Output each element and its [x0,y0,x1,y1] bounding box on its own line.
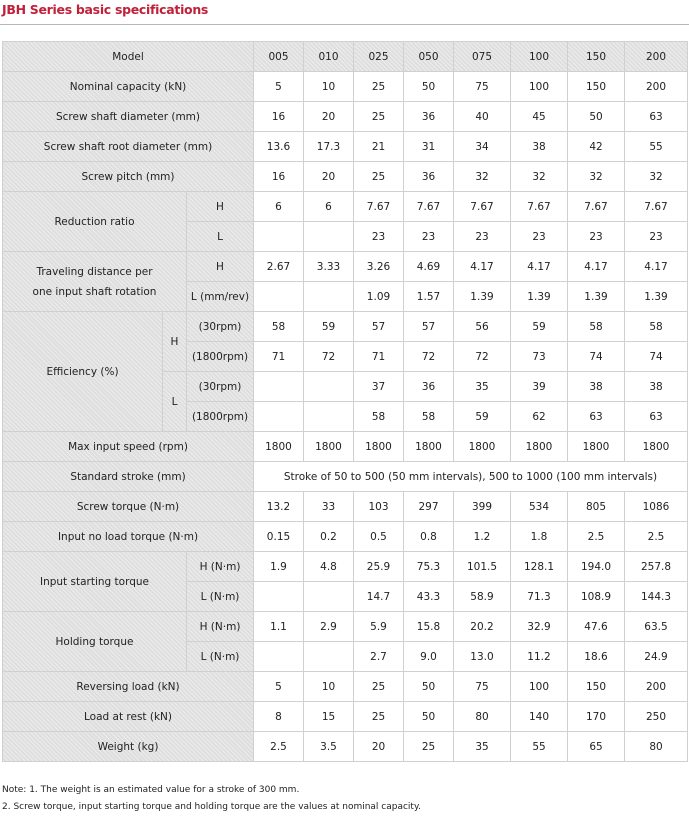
value-cell: 1.9 [254,552,304,582]
value-cell: 7.67 [404,192,454,222]
value-cell: 4.69 [404,252,454,282]
row-label: Input no load torque (N·m) [3,522,254,552]
value-cell: 20 [304,102,354,132]
value-cell: 63.5 [625,612,688,642]
value-cell: 73 [511,342,568,372]
row-label: Standard stroke (mm) [3,462,254,492]
value-cell: 55 [625,132,688,162]
value-cell: 35 [454,372,511,402]
value-cell: 4.8 [304,552,354,582]
value-cell: 17.3 [304,132,354,162]
reversing-load-row [3,672,688,702]
value-cell: 37 [354,372,404,402]
screw-shaft-diameter-row [3,102,688,132]
page-title: JBH Series basic specifications [2,2,209,17]
model-column-header: 100 [511,42,568,72]
value-cell: 45 [511,102,568,132]
value-cell: 1800 [454,432,511,462]
sub-label: H [187,252,254,282]
value-cell: 25 [354,672,404,702]
value-cell: 100 [511,72,568,102]
value-cell: 250 [625,702,688,732]
value-cell: 20 [354,732,404,762]
value-cell: 1800 [568,432,625,462]
rpm-label: (1800rpm) [187,402,254,432]
value-cell: 62 [511,402,568,432]
model-column-header: 010 [304,42,354,72]
value-cell: 2.9 [304,612,354,642]
value-cell: 3.5 [304,732,354,762]
value-cell: 7.67 [454,192,511,222]
value-cell: 1800 [511,432,568,462]
standard-stroke-row [3,462,688,492]
value-cell: 71 [354,342,404,372]
input-no-load-torque-row [3,522,688,552]
value-cell: 1800 [625,432,688,462]
value-cell: 15 [304,702,354,732]
model-column-header: 075 [454,42,511,72]
value-cell: 1.39 [625,282,688,312]
value-cell: 75 [454,672,511,702]
value-cell: 59 [304,312,354,342]
value-cell: 74 [625,342,688,372]
value-cell: 32 [568,162,625,192]
holding-torque-h-row [3,612,688,642]
value-cell: 15.8 [404,612,454,642]
value-cell: 72 [304,342,354,372]
value-cell [254,582,304,612]
value-cell: 1.39 [511,282,568,312]
value-cell: 36 [404,162,454,192]
value-cell: 33 [304,492,354,522]
value-cell: 36 [404,372,454,402]
value-cell: 103 [354,492,404,522]
value-cell: 63 [568,402,625,432]
value-cell: 24.9 [625,642,688,672]
value-cell [304,282,354,312]
value-cell: 200 [625,672,688,702]
value-cell: 55 [511,732,568,762]
value-cell: 4.17 [625,252,688,282]
value-cell [304,642,354,672]
value-cell: 14.7 [354,582,404,612]
row-label: Efficiency (%) [3,312,163,432]
value-cell: 534 [511,492,568,522]
value-cell: 10 [304,72,354,102]
sub-label: L [163,372,187,432]
row-label [3,252,187,312]
model-header: Model [3,42,254,72]
rpm-label: (30rpm) [187,312,254,342]
value-cell: 2.5 [568,522,625,552]
value-cell: 23 [404,222,454,252]
value-cell: 16 [254,102,304,132]
value-cell: 144.3 [625,582,688,612]
value-cell: 1.1 [254,612,304,642]
value-cell: 150 [568,672,625,702]
value-cell: 58.9 [454,582,511,612]
load-at-rest-row [3,702,688,732]
value-cell: 2.7 [354,642,404,672]
row-label: Nominal capacity (kN) [3,72,254,102]
value-cell: 0.5 [354,522,404,552]
value-cell: 63 [625,102,688,132]
max-input-speed-row [3,432,688,462]
value-cell: 58 [568,312,625,342]
row-label: Screw torque (N·m) [3,492,254,522]
value-cell: 7.67 [511,192,568,222]
row-label-line: Traveling distance per [36,265,153,278]
value-cell: 7.67 [625,192,688,222]
value-cell: 65 [568,732,625,762]
sub-label: L (N·m) [187,642,254,672]
screw-shaft-root-diameter-row [3,132,688,162]
row-label: Weight (kg) [3,732,254,762]
value-cell: 32 [625,162,688,192]
value-cell: 21 [354,132,404,162]
value-cell: 25 [404,732,454,762]
value-cell: 399 [454,492,511,522]
value-cell: 34 [454,132,511,162]
value-cell: 1800 [354,432,404,462]
value-cell: 59 [454,402,511,432]
value-cell: 100 [511,672,568,702]
value-cell: 7.67 [568,192,625,222]
sub-label: L (N·m) [187,582,254,612]
value-cell: 0.8 [404,522,454,552]
value-cell: 58 [254,312,304,342]
value-cell: 32.9 [511,612,568,642]
value-cell: 2.67 [254,252,304,282]
value-cell [254,282,304,312]
row-label: Input starting torque [3,552,187,612]
weight-row [3,732,688,762]
value-cell: 50 [568,102,625,132]
value-cell: 38 [511,132,568,162]
value-cell: 0.15 [254,522,304,552]
value-cell: 25.9 [354,552,404,582]
value-cell: 23 [511,222,568,252]
value-cell: 38 [625,372,688,402]
value-cell: 72 [404,342,454,372]
value-cell [254,402,304,432]
value-cell: 71.3 [511,582,568,612]
row-label: Screw shaft root diameter (mm) [3,132,254,162]
specifications-table [2,41,688,762]
note-2: 2. Screw torque, input starting torque and holding torque are the values at nominal capacity. [2,802,421,812]
value-cell: 6 [304,192,354,222]
value-cell: Stroke of 50 to 500 (50 mm intervals), 500 to 1000 (100 mm intervals) [254,462,688,492]
screw-torque-row [3,492,688,522]
value-cell: 31 [404,132,454,162]
value-cell: 23 [354,222,404,252]
row-label-line: one input shaft rotation [32,285,157,298]
value-cell: 4.17 [511,252,568,282]
value-cell: 23 [568,222,625,252]
footnotes [2,782,421,816]
value-cell: 7.67 [354,192,404,222]
value-cell: 40 [454,102,511,132]
sub-label: L [187,222,254,252]
title-divider [0,24,689,25]
value-cell: 257.8 [625,552,688,582]
model-column-header: 005 [254,42,304,72]
value-cell: 6 [254,192,304,222]
value-cell: 56 [454,312,511,342]
value-cell: 13.0 [454,642,511,672]
value-cell: 1.8 [511,522,568,552]
value-cell: 1.39 [568,282,625,312]
value-cell: 9.0 [404,642,454,672]
value-cell [254,222,304,252]
value-cell: 128.1 [511,552,568,582]
note-1: Note: 1. The weight is an estimated value for a stroke of 300 mm. [2,785,300,795]
value-cell: 50 [404,702,454,732]
value-cell [304,222,354,252]
value-cell: 150 [568,72,625,102]
value-cell: 13.2 [254,492,304,522]
value-cell: 42 [568,132,625,162]
value-cell: 5.9 [354,612,404,642]
value-cell: 5 [254,72,304,102]
row-label: Load at rest (kN) [3,702,254,732]
value-cell: 2.5 [254,732,304,762]
value-cell: 58 [404,402,454,432]
value-cell: 20.2 [454,612,511,642]
value-cell: 16 [254,162,304,192]
sub-label: H [163,312,187,372]
value-cell: 74 [568,342,625,372]
sub-label: L (mm/rev) [187,282,254,312]
value-cell: 63 [625,402,688,432]
value-cell: 18.6 [568,642,625,672]
value-cell: 50 [404,72,454,102]
value-cell: 39 [511,372,568,402]
value-cell: 13.6 [254,132,304,162]
value-cell: 140 [511,702,568,732]
model-column-header: 050 [404,42,454,72]
value-cell: 58 [625,312,688,342]
value-cell: 4.17 [454,252,511,282]
rpm-label: (30rpm) [187,372,254,402]
value-cell: 57 [354,312,404,342]
traveling-distance-h-row [3,252,688,282]
value-cell: 11.2 [511,642,568,672]
sub-label: H (N·m) [187,552,254,582]
model-column-header: 200 [625,42,688,72]
row-label: Max input speed (rpm) [3,432,254,462]
efficiency-h30-row [3,312,688,342]
model-column-header: 150 [568,42,625,72]
value-cell: 72 [454,342,511,372]
row-label: Reduction ratio [3,192,187,252]
value-cell: 2.5 [625,522,688,552]
reduction-ratio-h-row [3,192,688,222]
value-cell: 25 [354,702,404,732]
value-cell: 57 [404,312,454,342]
value-cell: 5 [254,672,304,702]
value-cell: 1.57 [404,282,454,312]
value-cell: 20 [304,162,354,192]
value-cell: 297 [404,492,454,522]
value-cell: 1.39 [454,282,511,312]
value-cell: 59 [511,312,568,342]
value-cell: 23 [454,222,511,252]
value-cell: 1800 [254,432,304,462]
value-cell [254,642,304,672]
value-cell: 1800 [404,432,454,462]
value-cell: 1086 [625,492,688,522]
row-label: Holding torque [3,612,187,672]
screw-pitch-row [3,162,688,192]
value-cell: 4.17 [568,252,625,282]
value-cell: 101.5 [454,552,511,582]
row-label: Screw pitch (mm) [3,162,254,192]
nominal-capacity-row [3,72,688,102]
value-cell: 80 [454,702,511,732]
value-cell [304,582,354,612]
value-cell: 75.3 [404,552,454,582]
value-cell: 3.33 [304,252,354,282]
model-column-header: 025 [354,42,404,72]
value-cell: 3.26 [354,252,404,282]
value-cell: 35 [454,732,511,762]
value-cell: 58 [354,402,404,432]
value-cell: 805 [568,492,625,522]
value-cell: 1.09 [354,282,404,312]
sub-label: H [187,192,254,222]
value-cell [304,402,354,432]
value-cell: 1.2 [454,522,511,552]
value-cell: 194.0 [568,552,625,582]
value-cell [304,372,354,402]
row-label: Reversing load (kN) [3,672,254,702]
value-cell: 0.2 [304,522,354,552]
value-cell: 47.6 [568,612,625,642]
value-cell: 71 [254,342,304,372]
value-cell: 200 [625,72,688,102]
row-label: Screw shaft diameter (mm) [3,102,254,132]
value-cell: 1800 [304,432,354,462]
value-cell: 32 [454,162,511,192]
header-row [3,42,688,72]
value-cell: 50 [404,672,454,702]
value-cell: 10 [304,672,354,702]
value-cell: 23 [625,222,688,252]
value-cell: 43.3 [404,582,454,612]
rpm-label: (1800rpm) [187,342,254,372]
value-cell [254,372,304,402]
value-cell: 80 [625,732,688,762]
sub-label: H (N·m) [187,612,254,642]
value-cell: 25 [354,72,404,102]
value-cell: 25 [354,162,404,192]
value-cell: 75 [454,72,511,102]
value-cell: 8 [254,702,304,732]
input-starting-torque-h-row [3,552,688,582]
value-cell: 170 [568,702,625,732]
value-cell: 25 [354,102,404,132]
value-cell: 108.9 [568,582,625,612]
value-cell: 38 [568,372,625,402]
value-cell: 32 [511,162,568,192]
value-cell: 36 [404,102,454,132]
